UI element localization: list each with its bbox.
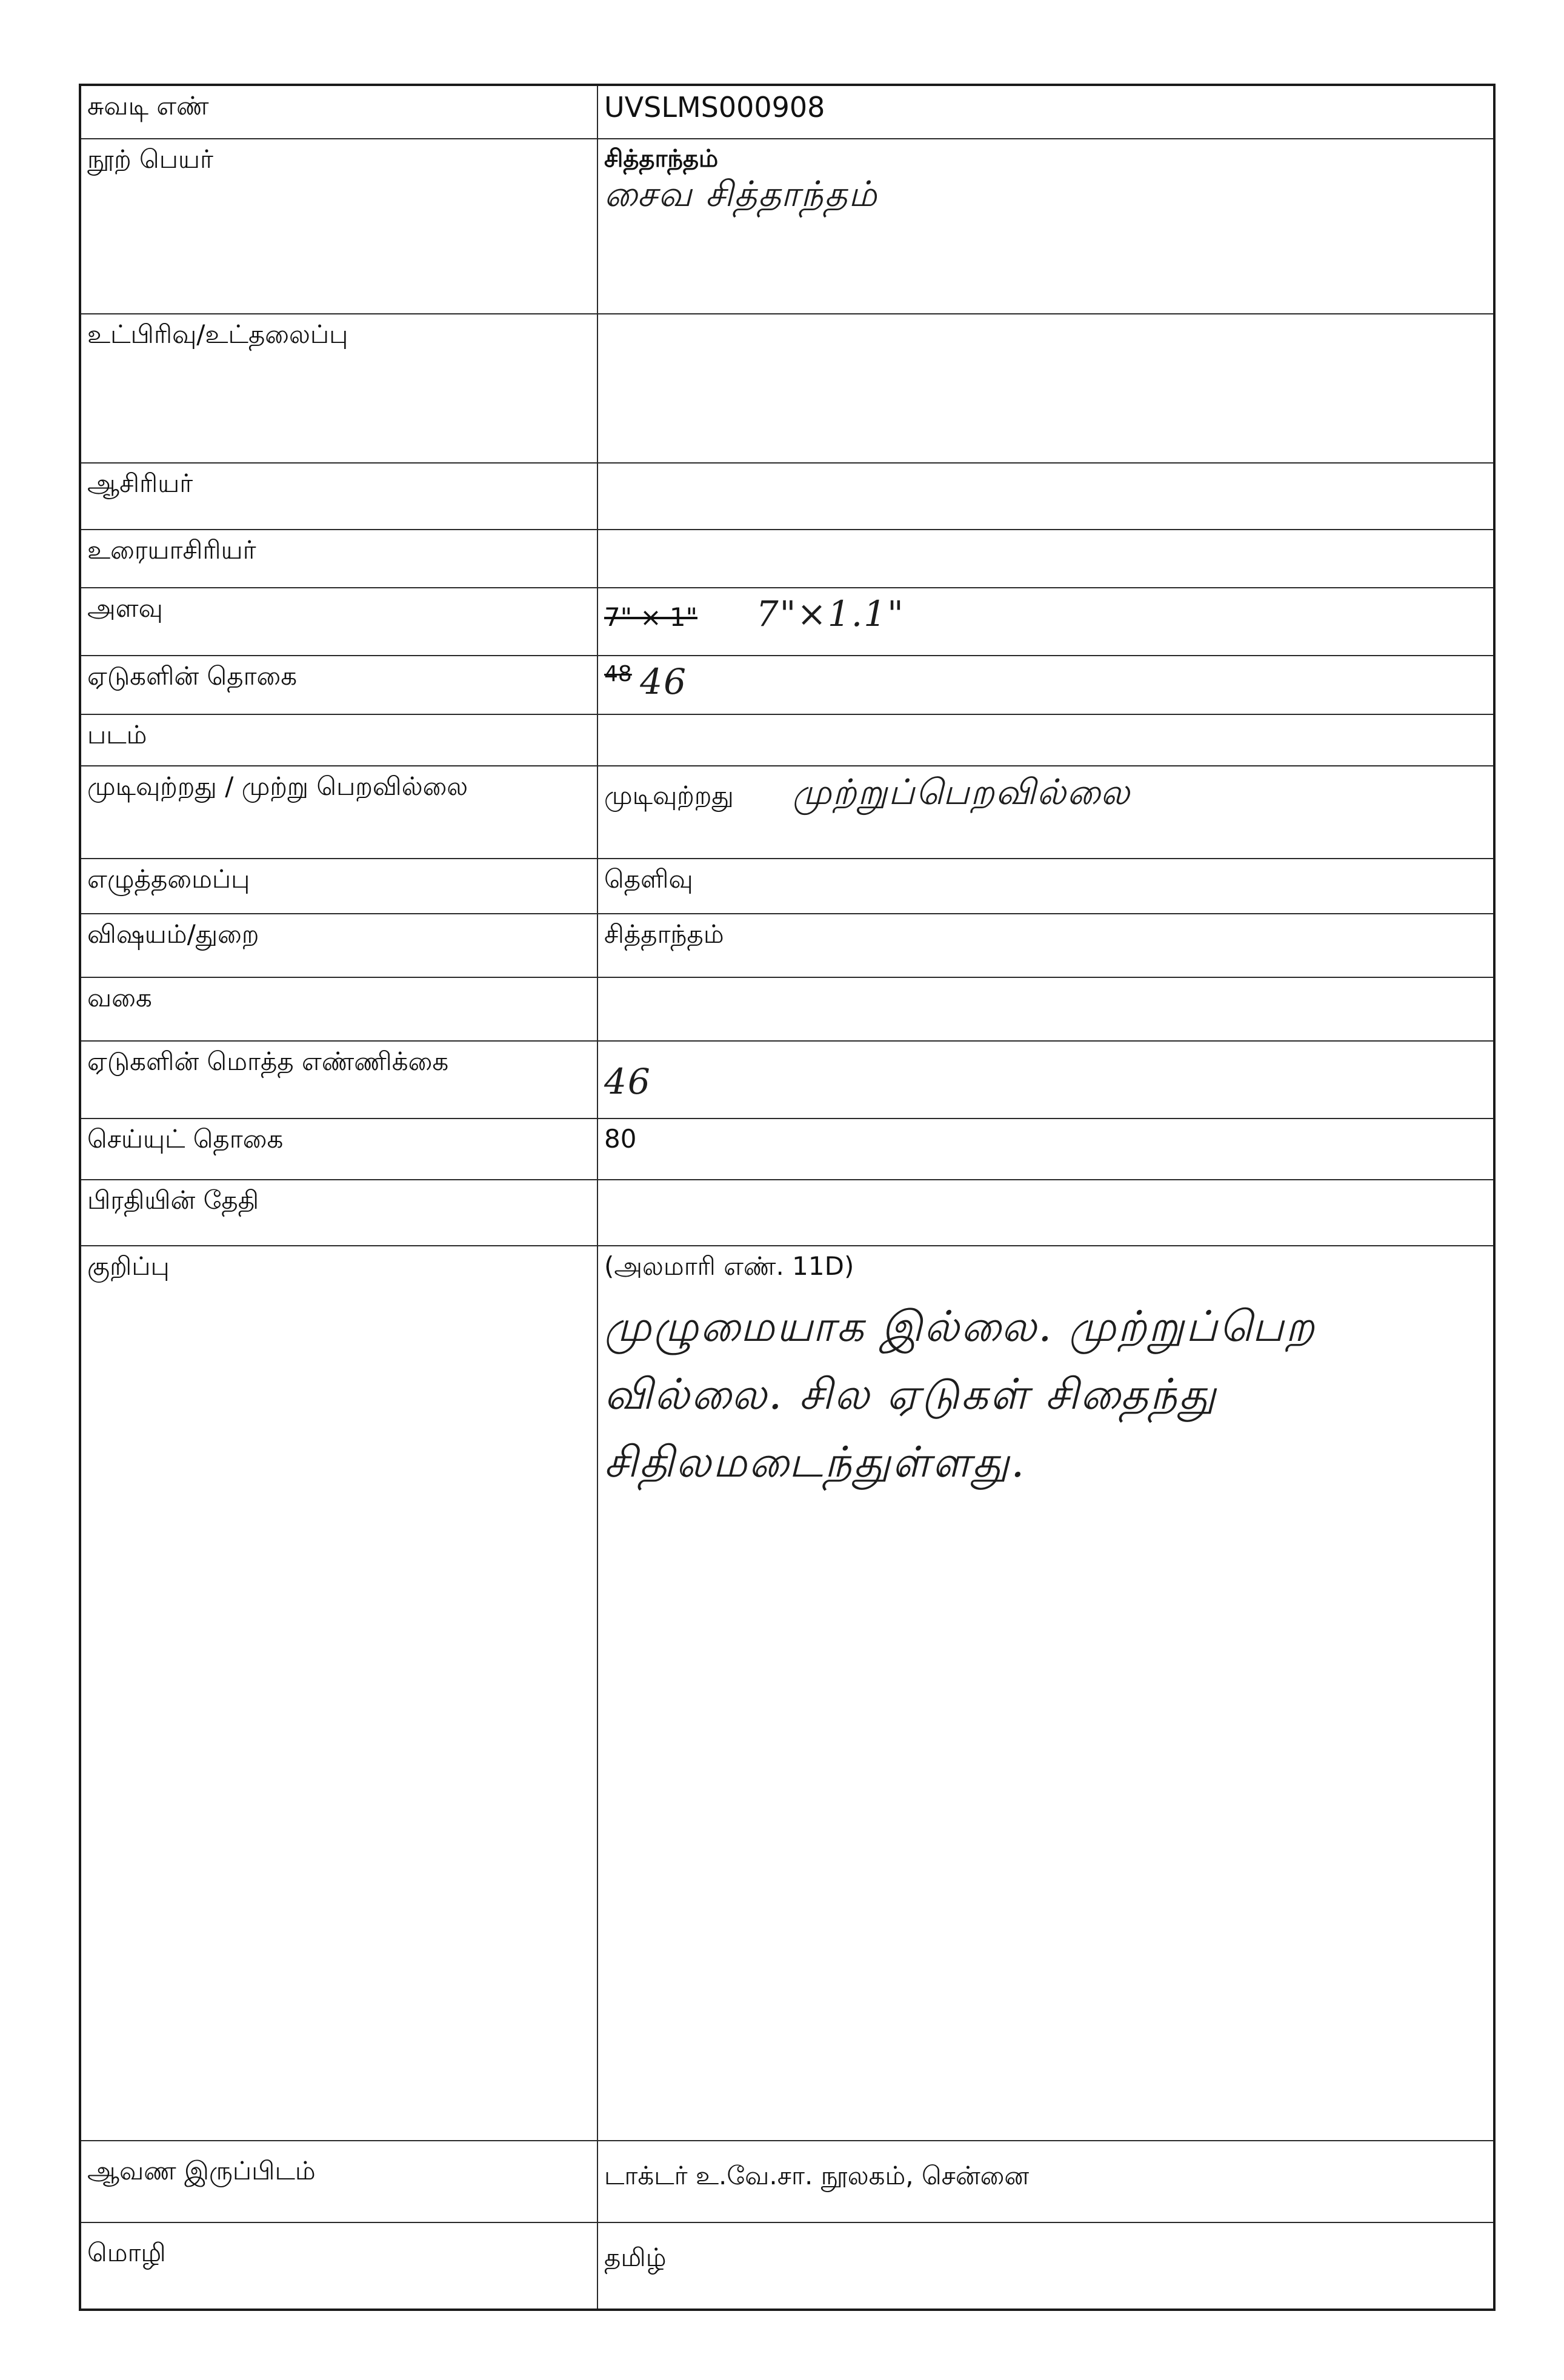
notes-handwritten-line-1: முழுமையாக இல்லை. முற்றுப்பெற	[604, 1301, 1316, 1352]
row-notes	[81, 1246, 1493, 2141]
value-copy-date	[597, 1180, 1493, 1246]
label-total-leaves: ஏடுகளின் மொத்த எண்ணிக்கை	[81, 1041, 597, 1118]
label-script-clarity: எழுத்தமைப்பு	[81, 859, 597, 914]
notes-handwritten-line-3: சிதிலமடைந்துள்ளது.	[604, 1437, 1027, 1488]
row-script-clarity	[81, 859, 1493, 914]
row-illustration	[81, 714, 1493, 766]
value-subject: சித்தாந்தம்	[597, 914, 1493, 977]
value-manuscript-id	[597, 86, 1493, 139]
value-subtitle	[597, 314, 1493, 464]
row-size	[81, 588, 1493, 656]
label-repository: ஆவண இருப்பிடம்	[81, 2141, 597, 2222]
label-author: ஆசிரியர்	[81, 463, 597, 529]
value-commentator	[597, 530, 1493, 588]
value-completeness	[597, 766, 1493, 859]
label-commentator: உரையாசிரியர்	[81, 530, 597, 588]
leaf-count-printed-struck: 48	[604, 661, 632, 686]
value-book-title	[597, 139, 1493, 314]
row-author	[81, 463, 1493, 529]
completeness-printed: முடிவுற்றது	[604, 780, 734, 810]
value-verse-count: 80	[597, 1119, 1493, 1180]
manuscript-id: UVSLMS000908	[604, 91, 825, 124]
value-type	[597, 977, 1493, 1041]
notes-printed: (அலமாரி எண். 11D)	[604, 1251, 854, 1281]
row-manuscript-id	[81, 86, 1493, 139]
row-total-leaves	[81, 1041, 1493, 1118]
row-book-title	[81, 139, 1493, 314]
label-size: அளவு	[81, 588, 597, 656]
row-verse-count	[81, 1119, 1493, 1180]
row-leaf-count	[81, 656, 1493, 714]
label-leaf-count: ஏடுகளின் தொகை	[81, 656, 597, 714]
row-commentator	[81, 530, 1493, 588]
total-leaves-handwritten: 46	[604, 1061, 651, 1103]
value-leaf-count	[597, 656, 1493, 714]
value-notes	[597, 1246, 1493, 2141]
value-total-leaves	[597, 1041, 1493, 1118]
label-type: வகை	[81, 977, 597, 1041]
size-handwritten: 7"×1.1"	[756, 593, 905, 634]
book-title-printed: சித்தாந்தம்	[604, 144, 719, 173]
row-subject	[81, 914, 1493, 977]
leaf-count-handwritten: 46	[640, 660, 687, 702]
row-completeness	[81, 766, 1493, 859]
completeness-handwritten: முற்றுப்பெறவில்லை	[792, 771, 1131, 813]
row-repository	[81, 2141, 1493, 2222]
label-book-title: நூற் பெயர்	[81, 139, 597, 314]
catalog-record-sheet	[79, 84, 1496, 2311]
row-language	[81, 2222, 1493, 2309]
value-illustration	[597, 714, 1493, 766]
value-size	[597, 588, 1493, 656]
label-subject: விஷயம்/துறை	[81, 914, 597, 977]
value-author	[597, 463, 1493, 529]
label-completeness: முடிவுற்றது / முற்று பெறவில்லை	[81, 766, 597, 859]
row-copy-date	[81, 1180, 1493, 1246]
label-copy-date: பிரதியின் தேதி	[81, 1180, 597, 1246]
label-illustration: படம்	[81, 714, 597, 766]
value-repository: டாக்டர் உ.வே.சா. நூலகம், சென்னை	[597, 2141, 1493, 2222]
label-manuscript-id: சுவடி எண்	[81, 86, 597, 139]
notes-handwritten-line-2: வில்லை. சில ஏடுகள் சிதைந்து	[604, 1369, 1218, 1420]
label-language: மொழி	[81, 2222, 597, 2309]
size-printed-struck: 7" × 1"	[604, 602, 697, 632]
manuscript-record-table	[81, 86, 1493, 2309]
label-subtitle: உட்பிரிவு/உட்தலைப்பு	[81, 314, 597, 464]
row-subtitle	[81, 314, 1493, 464]
value-language: தமிழ்	[597, 2222, 1493, 2309]
row-type	[81, 977, 1493, 1041]
label-verse-count: செய்யுட் தொகை	[81, 1119, 597, 1180]
label-notes: குறிப்பு	[81, 1246, 597, 2141]
book-title-handwritten: சைவ சித்தாந்தம்	[604, 173, 878, 214]
value-script-clarity: தெளிவு	[597, 859, 1493, 914]
